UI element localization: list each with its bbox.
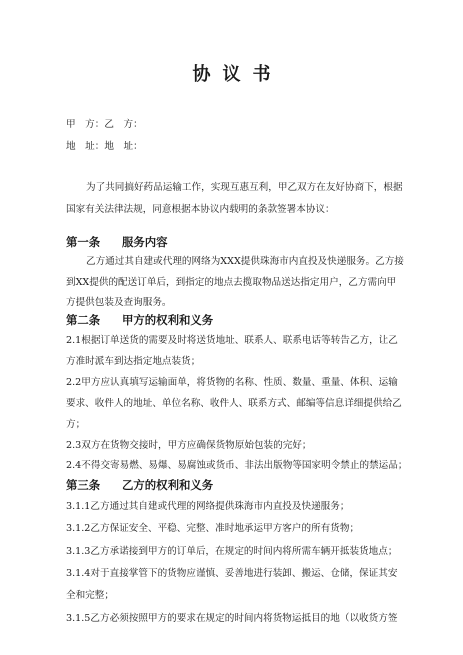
address-line: 地 址：地 址： bbox=[66, 141, 143, 152]
section-2-heading bbox=[66, 313, 401, 327]
section-3-line-3: 3.1.3乙方承诺接到甲方的订单后，在规定的时间内将所需车辆开抵装货地点； bbox=[66, 546, 398, 557]
section-3-line-1: 3.1.1乙方通过其自建或代理的网络提供珠海市内直投及快递服务； bbox=[66, 501, 350, 512]
section-3-line-2: 3.1.2乙方保证安全、平稳、完整、准时地承运甲方客户的所有货物； bbox=[66, 523, 360, 534]
section-2-title: 甲方的权利和义务 bbox=[122, 313, 214, 327]
section-2-line-2: 方准时派车到达指定地点装货； bbox=[66, 356, 201, 367]
section-2-line-3: 2.2甲方应认真填写运输面单，将货物的名称、性质、数量、重量、体积、运输 bbox=[66, 377, 398, 388]
section-1-title: 服务内容 bbox=[122, 235, 168, 249]
section-1-line-2: 到XX提供的配送订单后，到指定的地点去揽取物品送达指定用户，乙方需向甲 bbox=[66, 277, 397, 288]
section-2-line-1: 2.1根据订单送货的需要及时将送货地址、联系人、联系电话等转告乙方，让乙 bbox=[66, 335, 398, 346]
section-2-line-6: 2.3双方在货物交接时，甲方应确保货物原始包装的完好； bbox=[66, 440, 312, 451]
section-3-number: 第三条 bbox=[66, 478, 101, 492]
section-2-line-4: 要求、收件人的地址、单位名称、收件人、联系方式、邮编等信息详细提供给乙 bbox=[66, 398, 402, 409]
party-a-line: 甲 方：乙 方： bbox=[66, 119, 143, 130]
intro-line-1: 为了共同搞好药品运输工作，实现互惠互利，甲乙双方在友好协商下，根据 bbox=[86, 182, 403, 193]
section-2-line-7: 2.4不得交寄易燃、易爆、易腐蚀或货币、非法出版物等国家明令禁止的禁运品； bbox=[66, 460, 408, 471]
section-1-number: 第一条 bbox=[66, 235, 101, 249]
section-2-number: 第二条 bbox=[66, 313, 101, 327]
intro-line-2: 国家有关法律法规，同意根据本协议内载明的条款签署本协议： bbox=[66, 204, 335, 215]
section-3-line-4: 3.1.4对于直接掌管下的货物应谨慎、妥善地进行装卸、搬运、仓储，保证其安 bbox=[66, 568, 398, 579]
section-3-title: 乙方的权利和义务 bbox=[122, 478, 214, 492]
section-1-line-3: 方提供包装及查询服务。 bbox=[66, 297, 172, 308]
document-title: 协议书 bbox=[192, 64, 283, 85]
section-1-line-1: 乙方通过其自建或代理的网络为XXX提供珠海市内直投及快递服务。乙方接 bbox=[86, 256, 404, 267]
section-2-line-5: 方； bbox=[66, 419, 86, 430]
section-3-line-6: 3.1.5乙方必须按照甲方的要求在规定的时间内将货物运抵目的地（以收货方签 bbox=[66, 613, 398, 624]
section-3-line-5: 全和完整； bbox=[66, 590, 114, 601]
section-3-heading bbox=[66, 478, 401, 492]
section-1-heading bbox=[66, 235, 401, 249]
